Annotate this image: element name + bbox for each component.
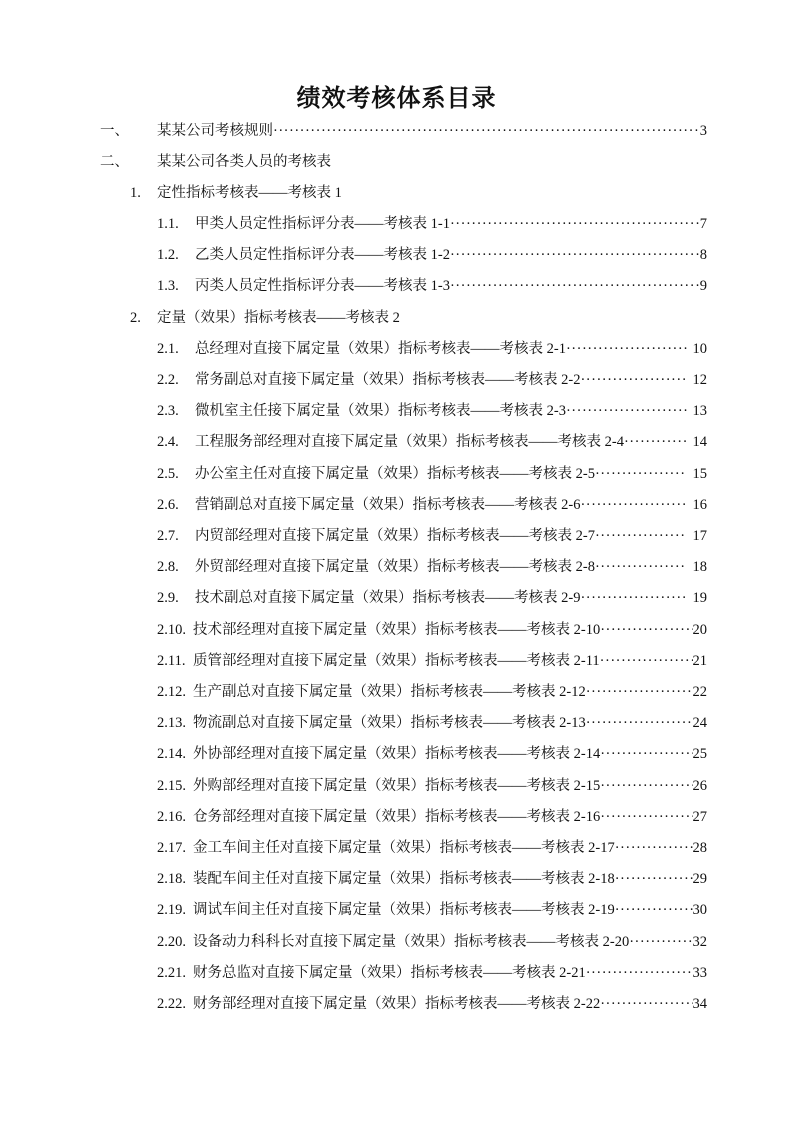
toc-page-number: 15 <box>692 466 707 482</box>
toc-number: 2.10. <box>157 622 186 638</box>
toc-entry[interactable] <box>0 400 793 422</box>
toc-text: 定量（效果）指标考核表——考核表 2 <box>157 310 400 326</box>
toc-number: 2.17. <box>157 840 186 856</box>
toc-leader-dots <box>600 993 692 1015</box>
toc-page-number: 9 <box>699 278 707 294</box>
toc-entry-section-2[interactable] <box>0 151 793 173</box>
toc-entry[interactable] <box>0 525 793 547</box>
toc-link[interactable] <box>195 494 707 516</box>
toc-link[interactable] <box>157 151 707 173</box>
toc-leader-dots <box>600 619 692 641</box>
toc-link[interactable] <box>193 775 707 797</box>
toc-entry[interactable] <box>0 556 793 578</box>
toc-number: 2.20. <box>157 934 186 950</box>
toc-number: 2.19. <box>157 902 186 918</box>
toc-link[interactable] <box>195 244 707 266</box>
toc-number: 2.1. <box>157 341 179 357</box>
toc-entry[interactable] <box>0 806 793 828</box>
toc-link[interactable] <box>157 120 707 142</box>
toc-page-number: 24 <box>692 715 707 731</box>
toc-entry[interactable] <box>0 431 793 453</box>
toc-entry[interactable] <box>0 275 793 297</box>
toc-page-number: 28 <box>692 840 707 856</box>
toc-leader-dots <box>629 931 692 953</box>
toc-link[interactable] <box>193 837 707 859</box>
toc-entry[interactable] <box>0 494 793 516</box>
toc-leader-dots <box>450 275 700 297</box>
toc-page-number: 22 <box>692 684 707 700</box>
toc-leader-dots <box>586 962 693 984</box>
toc-entry[interactable] <box>0 338 793 360</box>
toc-number: 2.2. <box>157 372 179 388</box>
toc-entry[interactable] <box>0 868 793 890</box>
toc-leader-dots <box>615 837 693 859</box>
toc-link[interactable] <box>157 182 707 204</box>
toc-page-number: 29 <box>692 871 707 887</box>
toc-number: 2.16. <box>157 809 186 825</box>
toc-text: 定性指标考核表——考核表 1 <box>157 185 342 201</box>
toc-leader-dots <box>586 681 693 703</box>
toc-link[interactable] <box>193 743 707 765</box>
page-title: 绩效考核体系目录 <box>296 84 497 112</box>
toc-leader-dots <box>566 400 687 422</box>
toc-number: 二、 <box>100 154 129 170</box>
toc-entry[interactable] <box>0 213 793 235</box>
toc-leader-dots <box>580 369 686 391</box>
toc-entry[interactable] <box>0 619 793 641</box>
toc-link[interactable] <box>193 712 707 734</box>
toc-entry[interactable] <box>0 712 793 734</box>
toc-link[interactable] <box>195 463 707 485</box>
toc-link[interactable] <box>193 619 707 641</box>
toc-text: 技术副总对直接下属定量（效果）指标考核表——考核表 2-9 <box>195 590 581 606</box>
toc-link[interactable] <box>193 868 707 890</box>
toc-leader-dots <box>600 650 693 672</box>
toc-leader-dots <box>595 556 687 578</box>
toc-text: 工程服务部经理对直接下属定量（效果）指标考核表——考核表 2-4 <box>195 434 624 450</box>
toc-number: 2.9. <box>157 590 179 606</box>
toc-text: 外购部经理对直接下属定量（效果）指标考核表——考核表 2-15 <box>193 778 601 794</box>
toc-leader-dots <box>600 806 692 828</box>
toc-number: 2.13. <box>157 715 186 731</box>
toc-link[interactable] <box>193 931 707 953</box>
toc-page-number: 14 <box>692 434 707 450</box>
toc-leader-dots <box>615 899 693 921</box>
toc-leader-dots <box>580 587 686 609</box>
toc-page-number: 7 <box>699 216 707 232</box>
toc-text: 总经理对直接下属定量（效果）指标考核表——考核表 2-1 <box>195 341 566 357</box>
toc-link[interactable] <box>193 806 707 828</box>
toc-link[interactable] <box>195 431 707 453</box>
toc-link[interactable] <box>157 307 707 329</box>
toc-entry[interactable] <box>0 899 793 921</box>
toc-page-number: 27 <box>692 809 707 825</box>
toc-entry-subsection-2[interactable] <box>0 307 793 329</box>
toc-number: 1.1. <box>157 216 179 232</box>
toc-number: 2.11. <box>157 653 186 669</box>
toc-page-number: 16 <box>692 497 707 513</box>
toc-text: 甲类人员定性指标评分表——考核表 1-1 <box>195 216 450 232</box>
toc-entry-section-1[interactable] <box>0 120 793 142</box>
toc-number: 2. <box>130 310 141 326</box>
toc-text: 某某公司各类人员的考核表 <box>157 154 331 170</box>
toc-leader-dots <box>566 338 687 360</box>
toc-page-number: 3 <box>699 123 707 139</box>
toc-text: 财务总监对直接下属定量（效果）指标考核表——考核表 2-21 <box>193 965 586 981</box>
toc-text: 常务副总对直接下属定量（效果）指标考核表——考核表 2-2 <box>195 372 581 388</box>
toc-link[interactable] <box>193 899 707 921</box>
toc-text: 质管部经理对直接下属定量（效果）指标考核表——考核表 2-11 <box>193 653 600 669</box>
toc-text: 外协部经理对直接下属定量（效果）指标考核表——考核表 2-14 <box>193 746 601 762</box>
toc-entry[interactable] <box>0 743 793 765</box>
toc-text: 丙类人员定性指标评分表——考核表 1-3 <box>195 278 450 294</box>
toc-entry-subsection-1[interactable] <box>0 182 793 204</box>
toc-text: 营销副总对直接下属定量（效果）指标考核表——考核表 2-6 <box>195 497 581 513</box>
toc-text: 财务部经理对直接下属定量（效果）指标考核表——考核表 2-22 <box>193 996 601 1012</box>
toc-text: 办公室主任对直接下属定量（效果）指标考核表——考核表 2-5 <box>195 466 595 482</box>
toc-text: 仓务部经理对直接下属定量（效果）指标考核表——考核表 2-16 <box>193 809 601 825</box>
toc-number: 2.7. <box>157 528 179 544</box>
toc-link[interactable] <box>195 400 707 422</box>
toc-leader-dots <box>600 743 692 765</box>
toc-page-number: 12 <box>692 372 707 388</box>
toc-page-number: 26 <box>692 778 707 794</box>
toc-leader-dots <box>615 868 693 890</box>
toc-page-number: 20 <box>692 622 707 638</box>
toc-page-number: 10 <box>692 341 707 357</box>
toc-leader-dots <box>580 494 686 516</box>
toc-page-number: 25 <box>692 746 707 762</box>
toc-page-number: 21 <box>692 653 707 669</box>
toc-page-number: 13 <box>692 403 707 419</box>
toc-number: 2.5. <box>157 466 179 482</box>
toc-page-number: 34 <box>692 996 707 1012</box>
toc-link[interactable] <box>195 556 707 578</box>
toc-text: 调试车间主任对直接下属定量（效果）指标考核表——考核表 2-19 <box>193 902 615 918</box>
toc-number: 一、 <box>100 123 129 139</box>
toc-text: 微机室主任接下属定量（效果）指标考核表——考核表 2-3 <box>195 403 566 419</box>
toc-entry[interactable] <box>0 244 793 266</box>
toc-link[interactable] <box>195 338 707 360</box>
toc-text: 装配车间主任对直接下属定量（效果）指标考核表——考核表 2-18 <box>193 871 615 887</box>
toc-number: 2.14. <box>157 746 186 762</box>
toc-entry[interactable] <box>0 962 793 984</box>
toc-entry[interactable] <box>0 837 793 859</box>
toc-text: 外贸部经理对直接下属定量（效果）指标考核表——考核表 2-8 <box>195 559 595 575</box>
toc-entry[interactable] <box>0 650 793 672</box>
toc-link[interactable] <box>195 525 707 547</box>
toc-link[interactable] <box>195 369 707 391</box>
toc-number: 2.15. <box>157 778 186 794</box>
toc-link[interactable] <box>193 962 707 984</box>
toc-entry[interactable] <box>0 681 793 703</box>
toc-number: 2.6. <box>157 497 179 513</box>
toc-link[interactable] <box>193 993 707 1015</box>
toc-link[interactable] <box>193 650 707 672</box>
toc-page-number: 17 <box>692 528 707 544</box>
toc-entry[interactable] <box>0 993 793 1015</box>
toc-leader-dots <box>586 712 693 734</box>
toc-number: 2.12. <box>157 684 186 700</box>
toc-entry[interactable] <box>0 931 793 953</box>
toc-page-number: 8 <box>699 247 707 263</box>
toc-leader-dots <box>624 431 687 453</box>
toc-entry[interactable] <box>0 587 793 609</box>
toc-link[interactable] <box>195 275 707 297</box>
toc-page-number: 33 <box>692 965 707 981</box>
toc-page-number: 19 <box>692 590 707 606</box>
toc-number: 2.21. <box>157 965 186 981</box>
toc-number: 2.22. <box>157 996 186 1012</box>
toc-leader-dots <box>273 120 700 142</box>
toc-number: 2.18. <box>157 871 186 887</box>
toc-entry[interactable] <box>0 369 793 391</box>
toc-text: 乙类人员定性指标评分表——考核表 1-2 <box>195 247 450 263</box>
toc-leader-dots <box>600 775 692 797</box>
toc-text: 技术部经理对直接下属定量（效果）指标考核表——考核表 2-10 <box>193 622 601 638</box>
toc-text: 设备动力科科长对直接下属定量（效果）指标考核表——考核表 2-20 <box>193 934 630 950</box>
toc-number: 2.4. <box>157 434 179 450</box>
toc-link[interactable] <box>195 587 707 609</box>
toc-leader-dots <box>450 244 700 266</box>
toc-number: 1.3. <box>157 278 179 294</box>
toc-page-number: 18 <box>692 559 707 575</box>
toc-entry[interactable] <box>0 463 793 485</box>
toc-number: 2.8. <box>157 559 179 575</box>
toc-leader-dots <box>595 463 687 485</box>
toc-number: 1. <box>130 185 141 201</box>
toc-number: 2.3. <box>157 403 179 419</box>
toc-page-number: 32 <box>692 934 707 950</box>
toc-link[interactable] <box>195 213 707 235</box>
toc-text: 某某公司考核规则 <box>157 123 273 139</box>
toc-number: 1.2. <box>157 247 179 263</box>
toc-leader-dots <box>595 525 687 547</box>
toc-page-number: 30 <box>692 902 707 918</box>
toc-entry[interactable] <box>0 775 793 797</box>
toc-link[interactable] <box>193 681 707 703</box>
toc-text: 生产副总对直接下属定量（效果）指标考核表——考核表 2-12 <box>193 684 586 700</box>
toc-text: 内贸部经理对直接下属定量（效果）指标考核表——考核表 2-7 <box>195 528 595 544</box>
toc-text: 物流副总对直接下属定量（效果）指标考核表——考核表 2-13 <box>193 715 586 731</box>
toc-leader-dots <box>450 213 700 235</box>
toc-text: 金工车间主任对直接下属定量（效果）指标考核表——考核表 2-17 <box>193 840 615 856</box>
